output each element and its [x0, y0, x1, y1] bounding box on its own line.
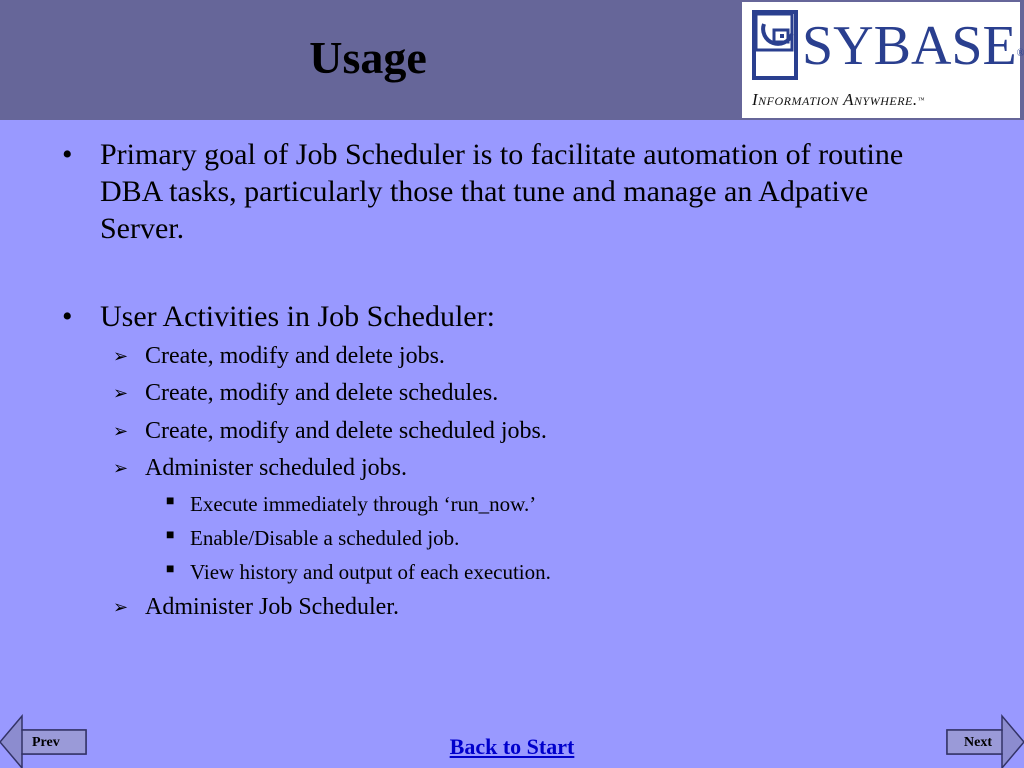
sub-sub-bullet-text: View history and output of each execution.: [190, 560, 551, 584]
bullet-dot-icon: •: [62, 138, 73, 171]
prev-label: Prev: [32, 735, 60, 750]
arrow-bullet-icon: ➢: [113, 458, 129, 478]
sybase-tagline: Information Anywhere.™: [752, 90, 925, 109]
square-bullet-icon: ■: [166, 562, 175, 577]
sub-bullet-text: Create, modify and delete jobs.: [145, 343, 445, 369]
sub-bullet-text: Administer scheduled jobs.: [145, 455, 407, 481]
slide-header: [0, 0, 1024, 120]
square-bullet-icon: ■: [166, 528, 175, 543]
arrow-bullet-icon: ➢: [113, 597, 129, 617]
bullet-dot-icon: •: [62, 300, 73, 333]
arrow-bullet-icon: ➢: [113, 383, 129, 403]
bullet-text: Primary goal of Job Scheduler is to facilitate automation of routine DBA tasks, particularly those that tune and manage an Adpative Server.: [100, 138, 904, 245]
sub-sub-bullet-text: Execute immediately through ‘run_now.’: [190, 492, 537, 516]
sub-bullet-text: Create, modify and delete scheduled jobs.: [145, 418, 547, 444]
sub-bullet-text: Administer Job Scheduler.: [145, 594, 399, 620]
slide-title: Usage: [309, 32, 427, 83]
sybase-logo-mark-icon: [752, 10, 798, 80]
arrow-bullet-icon: ➢: [113, 346, 129, 366]
sub-bullet-text: Create, modify and delete schedules.: [145, 380, 499, 406]
arrow-bullet-icon: ➢: [113, 421, 129, 441]
next-label: Next: [964, 735, 992, 750]
sybase-logo: [742, 2, 1024, 118]
next-button[interactable]: [944, 714, 1024, 768]
sybase-wordmark: SYBASE®: [802, 15, 1024, 77]
square-bullet-icon: ■: [166, 494, 175, 509]
back-to-start-link[interactable]: Back to Start: [449, 734, 575, 759]
sub-sub-bullet-text: Enable/Disable a scheduled job.: [190, 526, 460, 550]
bullet-text: User Activities in Job Scheduler:: [100, 300, 495, 333]
